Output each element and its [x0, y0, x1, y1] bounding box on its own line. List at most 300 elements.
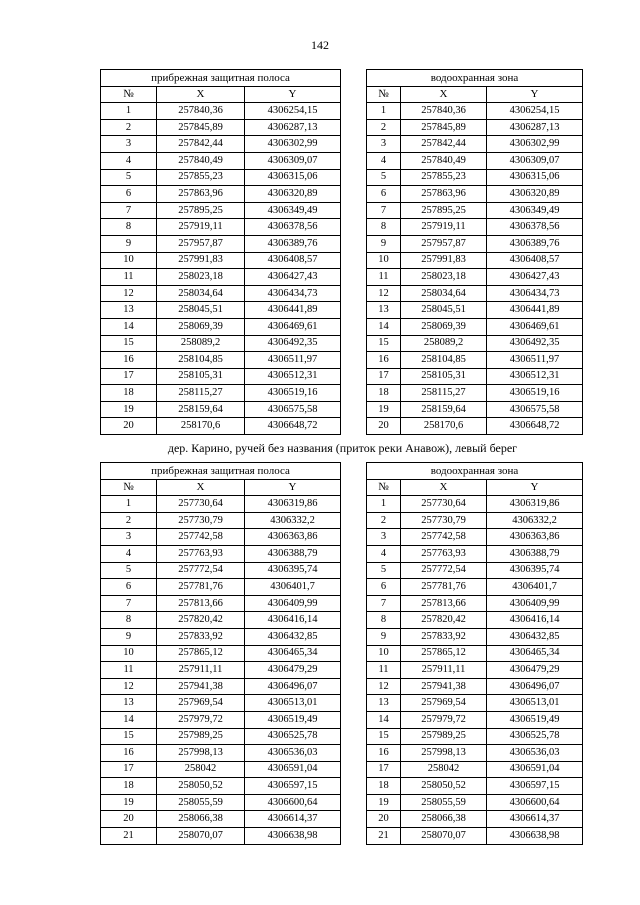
y-coordinate: 4306512,31 [245, 368, 341, 385]
table-title-row [367, 463, 583, 480]
x-coordinate: 258070,07 [401, 828, 487, 845]
x-coordinate: 257845,89 [157, 119, 245, 136]
y-coordinate: 4306575,58 [245, 401, 341, 418]
y-coordinate: 4306349,49 [487, 202, 583, 219]
table-row [367, 545, 583, 562]
y-coordinate: 4306469,61 [487, 318, 583, 335]
point-number: 17 [367, 368, 401, 385]
point-number: 4 [367, 152, 401, 169]
point-number: 17 [101, 761, 157, 778]
point-number: 13 [367, 695, 401, 712]
x-coordinate: 257730,79 [157, 512, 245, 529]
table-row [101, 186, 341, 203]
x-coordinate: 257763,93 [401, 545, 487, 562]
point-number: 14 [101, 711, 157, 728]
x-coordinate: 258115,27 [401, 385, 487, 402]
table-row [101, 711, 341, 728]
x-coordinate: 257730,64 [157, 496, 245, 513]
table-row [367, 579, 583, 596]
table-row [101, 628, 341, 645]
point-number: 16 [101, 745, 157, 762]
point-number: 21 [367, 828, 401, 845]
point-number: 13 [101, 302, 157, 319]
table-row [367, 401, 583, 418]
y-coordinate: 4306432,85 [245, 628, 341, 645]
y-coordinate: 4306492,35 [245, 335, 341, 352]
point-number: 6 [101, 186, 157, 203]
table-row [367, 385, 583, 402]
table-row [367, 711, 583, 728]
point-number: 1 [101, 103, 157, 120]
table-row [367, 529, 583, 546]
point-number: 13 [367, 302, 401, 319]
y-coordinate: 4306254,15 [487, 103, 583, 120]
x-coordinate: 257991,83 [157, 252, 245, 269]
table-row [101, 745, 341, 762]
column-header-y: Y [245, 86, 341, 103]
point-number: 12 [367, 678, 401, 695]
table-row [367, 103, 583, 120]
column-header-x: X [401, 86, 487, 103]
point-number: 19 [101, 401, 157, 418]
column-header-x: X [401, 479, 487, 496]
table-row [367, 728, 583, 745]
point-number: 16 [367, 352, 401, 369]
x-coordinate: 258105,31 [157, 368, 245, 385]
y-coordinate: 4306378,56 [245, 219, 341, 236]
x-coordinate: 258104,85 [157, 352, 245, 369]
table-row [367, 761, 583, 778]
x-coordinate: 258070,07 [157, 828, 245, 845]
point-number: 9 [101, 235, 157, 252]
x-coordinate: 258045,51 [401, 302, 487, 319]
x-coordinate: 257969,54 [157, 695, 245, 712]
table-row [101, 579, 341, 596]
column-header-x: X [157, 86, 245, 103]
column-header-num: № [367, 479, 401, 496]
table-row [101, 352, 341, 369]
y-coordinate: 4306427,43 [487, 269, 583, 286]
table-row [101, 318, 341, 335]
point-number: 17 [101, 368, 157, 385]
y-coordinate: 4306512,31 [487, 368, 583, 385]
table-row [101, 811, 341, 828]
x-coordinate: 258034,64 [157, 285, 245, 302]
point-number: 7 [367, 595, 401, 612]
table-row [101, 794, 341, 811]
table-row [367, 202, 583, 219]
y-coordinate: 4306401,7 [487, 579, 583, 596]
x-coordinate: 258105,31 [401, 368, 487, 385]
point-number: 18 [101, 778, 157, 795]
x-coordinate: 258159,64 [157, 401, 245, 418]
point-number: 5 [367, 169, 401, 186]
point-number: 17 [367, 761, 401, 778]
y-coordinate: 4306513,01 [487, 695, 583, 712]
section2-left-table [100, 462, 341, 845]
table-row [367, 219, 583, 236]
x-coordinate: 258050,52 [401, 778, 487, 795]
table-row [367, 235, 583, 252]
y-coordinate: 4306389,76 [487, 235, 583, 252]
table-row [101, 418, 341, 435]
x-coordinate: 257730,79 [401, 512, 487, 529]
y-coordinate: 4306395,74 [487, 562, 583, 579]
table-row [367, 794, 583, 811]
point-number: 3 [367, 529, 401, 546]
table-row [367, 186, 583, 203]
x-coordinate: 257855,23 [157, 169, 245, 186]
table-row [101, 169, 341, 186]
y-coordinate: 4306648,72 [487, 418, 583, 435]
point-number: 11 [101, 662, 157, 679]
table-row [101, 235, 341, 252]
section2-right-table [366, 462, 583, 845]
point-number: 20 [101, 418, 157, 435]
x-coordinate: 257840,49 [401, 152, 487, 169]
point-number: 11 [367, 269, 401, 286]
table-row [101, 761, 341, 778]
point-number: 10 [367, 252, 401, 269]
table-row [101, 302, 341, 319]
x-coordinate: 257989,25 [157, 728, 245, 745]
y-coordinate: 4306395,74 [245, 562, 341, 579]
table-row [101, 545, 341, 562]
y-coordinate: 4306465,34 [487, 645, 583, 662]
x-coordinate: 257998,13 [157, 745, 245, 762]
x-coordinate: 257840,49 [157, 152, 245, 169]
x-coordinate: 257919,11 [157, 219, 245, 236]
point-number: 18 [101, 385, 157, 402]
y-coordinate: 4306536,03 [487, 745, 583, 762]
table-row [367, 152, 583, 169]
y-coordinate: 4306389,76 [245, 235, 341, 252]
y-coordinate: 4306519,49 [245, 711, 341, 728]
point-number: 16 [367, 745, 401, 762]
point-number: 10 [101, 645, 157, 662]
table-row [367, 136, 583, 153]
point-number: 14 [101, 318, 157, 335]
y-coordinate: 4306401,7 [245, 579, 341, 596]
y-coordinate: 4306309,07 [245, 152, 341, 169]
point-number: 20 [367, 811, 401, 828]
y-coordinate: 4306363,86 [245, 529, 341, 546]
y-coordinate: 4306409,99 [245, 595, 341, 612]
table-row [367, 828, 583, 845]
table-row [101, 219, 341, 236]
x-coordinate: 257742,58 [401, 529, 487, 546]
point-number: 1 [101, 496, 157, 513]
table-row [367, 368, 583, 385]
table-row [101, 103, 341, 120]
y-coordinate: 4306496,07 [487, 678, 583, 695]
point-number: 9 [367, 628, 401, 645]
column-header-y: Y [487, 86, 583, 103]
table-row [367, 595, 583, 612]
table-row [101, 645, 341, 662]
table-row [367, 285, 583, 302]
x-coordinate: 257820,42 [157, 612, 245, 629]
point-number: 15 [101, 335, 157, 352]
point-number: 12 [101, 285, 157, 302]
y-coordinate: 4306614,37 [487, 811, 583, 828]
x-coordinate: 257781,76 [157, 579, 245, 596]
point-number: 19 [367, 794, 401, 811]
y-coordinate: 4306315,06 [245, 169, 341, 186]
table-row [101, 136, 341, 153]
table-row [367, 695, 583, 712]
x-coordinate: 257781,76 [401, 579, 487, 596]
y-coordinate: 4306315,06 [487, 169, 583, 186]
point-number: 9 [367, 235, 401, 252]
y-coordinate: 4306349,49 [245, 202, 341, 219]
table-row [101, 562, 341, 579]
y-coordinate: 4306254,15 [245, 103, 341, 120]
table-header-row [101, 86, 341, 103]
table-row [101, 512, 341, 529]
x-coordinate: 258089,2 [401, 335, 487, 352]
y-coordinate: 4306320,89 [245, 186, 341, 203]
table-row [101, 252, 341, 269]
x-coordinate: 257911,11 [157, 662, 245, 679]
point-number: 21 [101, 828, 157, 845]
y-coordinate: 4306427,43 [245, 269, 341, 286]
point-number: 1 [367, 496, 401, 513]
y-coordinate: 4306302,99 [245, 136, 341, 153]
y-coordinate: 4306416,14 [487, 612, 583, 629]
table-title: прибрежная защитная полоса [101, 70, 341, 87]
y-coordinate: 4306434,73 [245, 285, 341, 302]
table-row [367, 119, 583, 136]
point-number: 8 [101, 612, 157, 629]
x-coordinate: 258034,64 [401, 285, 487, 302]
x-coordinate: 258042 [401, 761, 487, 778]
x-coordinate: 257842,44 [401, 136, 487, 153]
point-number: 14 [367, 711, 401, 728]
table-title-row [101, 463, 341, 480]
table-row [367, 662, 583, 679]
y-coordinate: 4306363,86 [487, 529, 583, 546]
point-number: 6 [367, 186, 401, 203]
x-coordinate: 258023,18 [157, 269, 245, 286]
table-row [101, 612, 341, 629]
x-coordinate: 257941,38 [401, 678, 487, 695]
table-row [367, 778, 583, 795]
point-number: 4 [101, 545, 157, 562]
table-row [101, 778, 341, 795]
x-coordinate: 257840,36 [401, 103, 487, 120]
x-coordinate: 258089,2 [157, 335, 245, 352]
y-coordinate: 4306492,35 [487, 335, 583, 352]
point-number: 4 [367, 545, 401, 562]
x-coordinate: 258050,52 [157, 778, 245, 795]
x-coordinate: 257895,25 [401, 202, 487, 219]
table-row [367, 745, 583, 762]
x-coordinate: 258170,6 [157, 418, 245, 435]
x-coordinate: 257895,25 [157, 202, 245, 219]
y-coordinate: 4306388,79 [245, 545, 341, 562]
x-coordinate: 257919,11 [401, 219, 487, 236]
y-coordinate: 4306638,98 [245, 828, 341, 845]
table-row [367, 252, 583, 269]
table-row [101, 529, 341, 546]
column-header-x: X [157, 479, 245, 496]
x-coordinate: 257998,13 [401, 745, 487, 762]
y-coordinate: 4306597,15 [487, 778, 583, 795]
table-title: прибрежная защитная полоса [101, 463, 341, 480]
y-coordinate: 4306408,57 [487, 252, 583, 269]
table-row [367, 352, 583, 369]
x-coordinate: 257730,64 [401, 496, 487, 513]
x-coordinate: 258170,6 [401, 418, 487, 435]
x-coordinate: 257813,66 [157, 595, 245, 612]
x-coordinate: 257842,44 [157, 136, 245, 153]
table-row [367, 628, 583, 645]
table-header-row [367, 479, 583, 496]
table-row [367, 418, 583, 435]
point-number: 20 [101, 811, 157, 828]
table-row [367, 269, 583, 286]
x-coordinate: 257863,96 [401, 186, 487, 203]
table-row [367, 612, 583, 629]
x-coordinate: 257957,87 [157, 235, 245, 252]
table-row [101, 368, 341, 385]
y-coordinate: 4306519,16 [245, 385, 341, 402]
table-row [367, 562, 583, 579]
y-coordinate: 4306479,29 [245, 662, 341, 679]
y-coordinate: 4306496,07 [245, 678, 341, 695]
table-row [101, 285, 341, 302]
column-header-num: № [367, 86, 401, 103]
y-coordinate: 4306614,37 [245, 811, 341, 828]
table-row [101, 385, 341, 402]
point-number: 18 [367, 385, 401, 402]
table-row [101, 662, 341, 679]
y-coordinate: 4306378,56 [487, 219, 583, 236]
point-number: 18 [367, 778, 401, 795]
point-number: 3 [101, 136, 157, 153]
point-number: 3 [101, 529, 157, 546]
y-coordinate: 4306513,01 [245, 695, 341, 712]
point-number: 10 [367, 645, 401, 662]
x-coordinate: 257957,87 [401, 235, 487, 252]
point-number: 2 [367, 512, 401, 529]
table-row [367, 169, 583, 186]
x-coordinate: 257813,66 [401, 595, 487, 612]
table-row [101, 828, 341, 845]
point-number: 7 [101, 595, 157, 612]
y-coordinate: 4306519,16 [487, 385, 583, 402]
page-number: 142 [311, 38, 329, 52]
x-coordinate: 257865,12 [157, 645, 245, 662]
x-coordinate: 258055,59 [157, 794, 245, 811]
point-number: 15 [101, 728, 157, 745]
x-coordinate: 257991,83 [401, 252, 487, 269]
table-row [101, 695, 341, 712]
section1-left-table [100, 69, 341, 435]
table-title-row [367, 70, 583, 87]
point-number: 7 [101, 202, 157, 219]
point-number: 2 [101, 512, 157, 529]
point-number: 19 [101, 794, 157, 811]
table-row [367, 302, 583, 319]
point-number: 12 [101, 678, 157, 695]
point-number: 5 [367, 562, 401, 579]
y-coordinate: 4306479,29 [487, 662, 583, 679]
table-row [101, 496, 341, 513]
table-row [101, 678, 341, 695]
table-row [367, 811, 583, 828]
x-coordinate: 258045,51 [157, 302, 245, 319]
point-number: 6 [367, 579, 401, 596]
x-coordinate: 258159,64 [401, 401, 487, 418]
y-coordinate: 4306511,97 [487, 352, 583, 369]
point-number: 1 [367, 103, 401, 120]
y-coordinate: 4306638,98 [487, 828, 583, 845]
table-row [101, 595, 341, 612]
point-number: 4 [101, 152, 157, 169]
point-number: 8 [367, 219, 401, 236]
y-coordinate: 4306511,97 [245, 352, 341, 369]
x-coordinate: 258042 [157, 761, 245, 778]
x-coordinate: 257772,54 [157, 562, 245, 579]
y-coordinate: 4306432,85 [487, 628, 583, 645]
x-coordinate: 257979,72 [157, 711, 245, 728]
table-row [101, 152, 341, 169]
x-coordinate: 257969,54 [401, 695, 487, 712]
point-number: 15 [367, 335, 401, 352]
point-number: 5 [101, 562, 157, 579]
y-coordinate: 4306441,89 [487, 302, 583, 319]
table-header-row [367, 86, 583, 103]
x-coordinate: 257855,23 [401, 169, 487, 186]
x-coordinate: 257833,92 [401, 628, 487, 645]
x-coordinate: 257941,38 [157, 678, 245, 695]
point-number: 12 [367, 285, 401, 302]
table-row [367, 678, 583, 695]
table-row [367, 512, 583, 529]
x-coordinate: 258104,85 [401, 352, 487, 369]
y-coordinate: 4306465,34 [245, 645, 341, 662]
point-number: 8 [101, 219, 157, 236]
point-number: 9 [101, 628, 157, 645]
location-line: дер. Карино, ручей без названия (приток реки Анавож), левый берег [167, 441, 518, 455]
x-coordinate: 257833,92 [157, 628, 245, 645]
x-coordinate: 258069,39 [401, 318, 487, 335]
point-number: 16 [101, 352, 157, 369]
y-coordinate: 4306287,13 [245, 119, 341, 136]
point-number: 3 [367, 136, 401, 153]
table-row [367, 496, 583, 513]
point-number: 14 [367, 318, 401, 335]
column-header-num: № [101, 86, 157, 103]
y-coordinate: 4306591,04 [245, 761, 341, 778]
y-coordinate: 4306441,89 [245, 302, 341, 319]
y-coordinate: 4306409,99 [487, 595, 583, 612]
table-row [367, 318, 583, 335]
table-row [101, 335, 341, 352]
table-row [367, 645, 583, 662]
x-coordinate: 258066,38 [401, 811, 487, 828]
table-row [101, 401, 341, 418]
point-number: 20 [367, 418, 401, 435]
column-header-y: Y [487, 479, 583, 496]
y-coordinate: 4306536,03 [245, 745, 341, 762]
column-header-num: № [101, 479, 157, 496]
y-coordinate: 4306408,57 [245, 252, 341, 269]
table-title-row [101, 70, 341, 87]
y-coordinate: 4306648,72 [245, 418, 341, 435]
